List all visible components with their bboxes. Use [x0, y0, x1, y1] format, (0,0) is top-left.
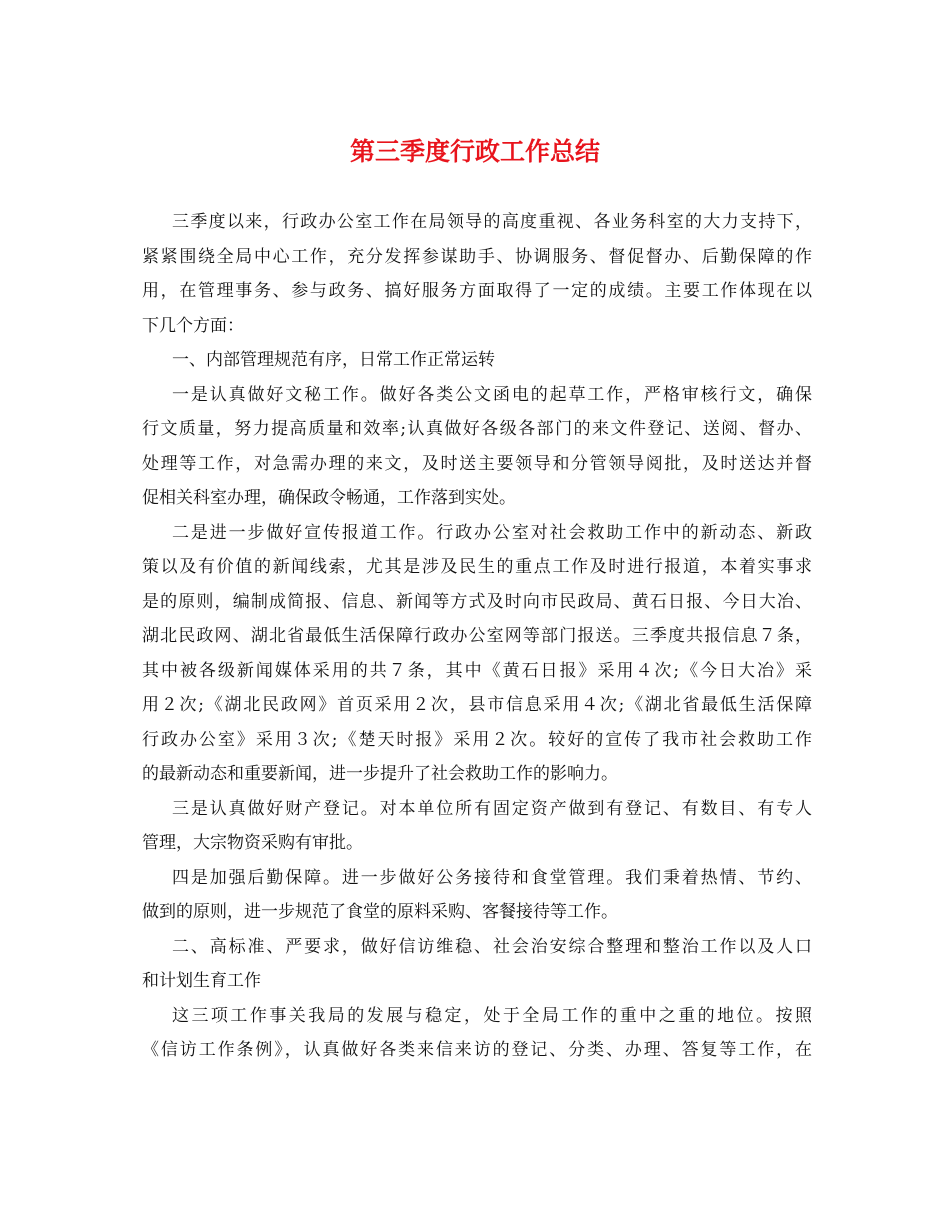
body-line: 促相关科室办理，确保政令畅通，工作落到实处。	[142, 488, 516, 508]
body-line: 一是认真做好文秘工作。做好各类公文函电的起草工作，严格审核行文，确保	[172, 384, 812, 405]
body-line: 这三项工作事关我局的发展与稳定，处于全局工作的重中之重的地位。按照	[172, 1005, 812, 1026]
body-line: 下几个方面：	[142, 315, 244, 336]
body-line: 行文质量，努力提高质量和效率;认真做好各级各部门的来文件登记、送阅、督办、	[142, 419, 812, 439]
body-line: 二、高标准、严要求，做好信访维稳、社会治安综合整理和整治工作以及人口	[172, 936, 812, 957]
body-line: 用２次;《湖北民政网》首页采用２次，县市信息采用４次;《湖北省最低生活保障	[142, 695, 812, 715]
body-line: 处理等工作，对急需办理的来文，及时送主要领导和分管领导阅批，及时送达并督	[142, 453, 812, 474]
body-line: 行政办公室》采用３次;《楚天时报》采用２次。较好的宣传了我市社会救助工作	[142, 729, 812, 750]
body-line: 策以及有价值的新闻线索，尤其是涉及民生的重点工作及时进行报道，本着实事求	[142, 557, 812, 577]
document-body	[142, 205, 812, 1068]
body-line: 紧紧围绕全局中心工作，充分发挥参谋助手、协调服务、督促督办、后勤保障的作	[142, 246, 812, 267]
body-line: 做到的原则，进一步规范了食堂的原料采购、客餐接待等工作。	[142, 902, 618, 922]
body-line: 三季度以来，行政办公室工作在局领导的高度重视、各业务科室的大力支持下，	[172, 212, 812, 232]
body-line: 用，在管理事务、参与政务、搞好服务方面取得了一定的成绩。主要工作体现在以	[142, 281, 812, 301]
document-title: 第三季度行政工作总结	[349, 137, 600, 166]
body-line: 管理，大宗物资采购有审批。	[142, 833, 363, 853]
body-line: 和计划生育工作	[142, 971, 261, 991]
body-line: 《信访工作条例》，认真做好各类来信来访的登记、分类、办理、答复等工作，在	[142, 1040, 812, 1060]
body-line: 是的原则，编制成简报、信息、新闻等方式及时向市民政局、黄石日报、今日大冶、	[142, 591, 812, 612]
body-line: 其中被各级新闻媒体采用的共７条，其中《黄石日报》采用４次;《今日大冶》采	[142, 660, 812, 681]
body-line: 湖北民政网、湖北省最低生活保障行政办公室网等部门报送。三季度共报信息７条，	[142, 626, 812, 646]
body-line: 的最新动态和重要新闻，进一步提升了社会救助工作的影响力。	[142, 764, 618, 784]
body-line: 一、内部管理规范有序，日常工作正常运转	[172, 350, 495, 370]
body-line: 二是进一步做好宣传报道工作。行政办公室对社会救助工作中的新动态、新政	[172, 522, 812, 543]
body-line: 三是认真做好财产登记。对本单位所有固定资产做到有登记、有数目、有专人	[172, 798, 812, 819]
body-line: 四是加强后勤保障。进一步做好公务接待和食堂管理。我们秉着热情、节约、	[172, 867, 812, 888]
